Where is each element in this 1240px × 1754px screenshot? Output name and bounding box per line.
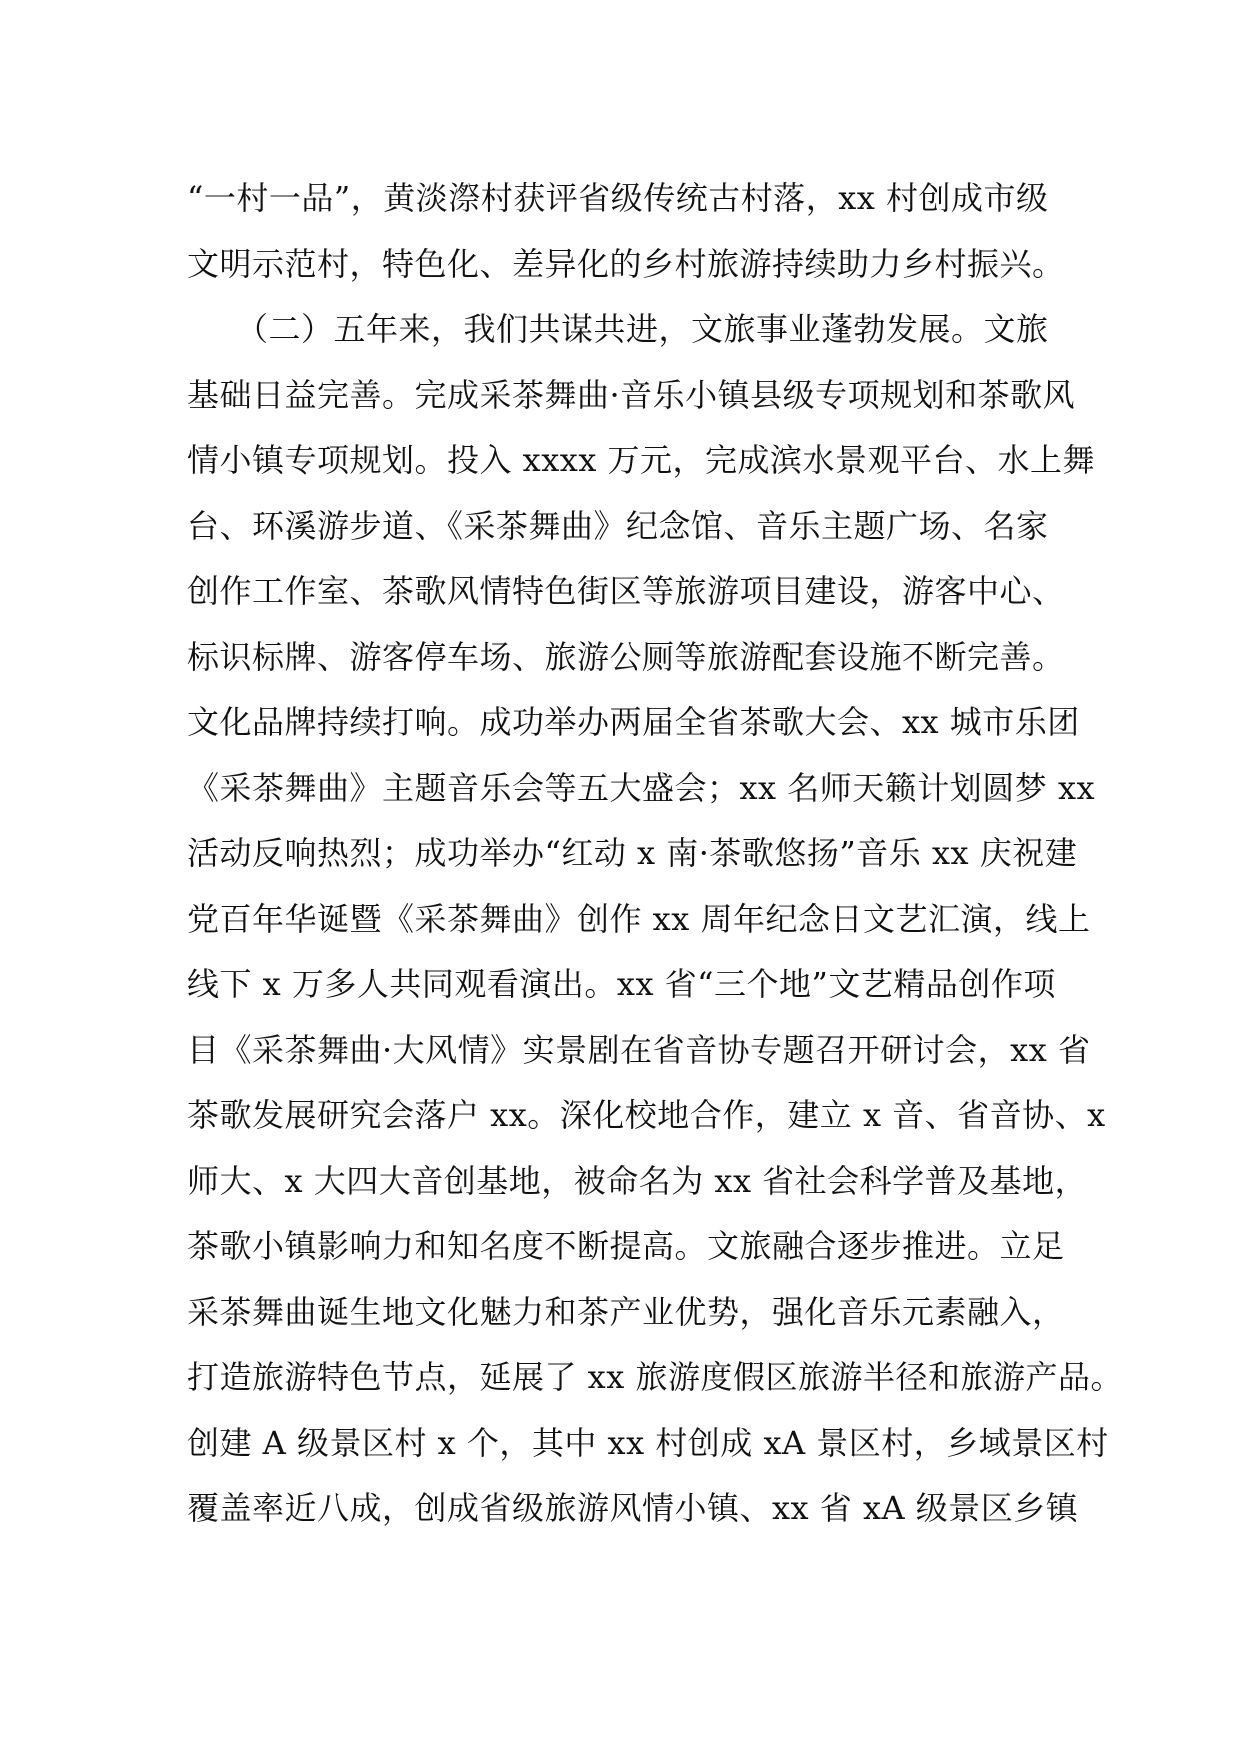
paragraph-start-line: （二）五年来，我们共谋共进，文旅事业蓬勃发展。文旅 <box>187 310 1049 348</box>
body-text <box>187 166 1123 1542</box>
text-line: “一村一品”，黄淡漈村获评省级传统古村落，xx 村创成市级 <box>187 179 1049 217</box>
text-line: 党百年华诞暨《采茶舞曲》创作 xx 周年纪念日文艺汇演，线上 <box>187 899 1091 938</box>
text-line: 创建 A 级景区村 x 个，其中 xx 村创成 xA 景区村，乡域景区村 <box>187 1423 1109 1462</box>
text-line: 采茶舞曲诞生地文化魅力和茶产业优势，强化音乐元素融入， <box>187 1292 1065 1331</box>
text-line: 文化品牌持续打响。成功举办两届全省茶歌大会、xx 城市乐团 <box>187 703 1080 741</box>
text-line: 线下 x 万多人共同观看演出。xx 省“三个地”文艺精品创作项 <box>187 965 1056 1003</box>
text-line: 活动反响热烈；成功举办“红动 x 南·茶歌悠扬”音乐 xx 庆祝建 <box>187 834 1078 872</box>
text-line: 师大、x 大四大音创基地，被命名为 xx 省社会科学普及基地， <box>187 1161 1088 1200</box>
text-line: 茶歌发展研究会落户 xx。深化校地合作，建立 x 音、省音协、x <box>187 1096 1106 1134</box>
text-line: 文明示范村，特色化、差异化的乡村旅游持续助力乡村振兴。 <box>187 244 1065 283</box>
text-line: 台、环溪游步道、《采茶舞曲》纪念馆、音乐主题广场、名家 <box>187 506 1049 545</box>
text-line: 覆盖率近八成，创成省级旅游风情小镇、xx 省 xA 级景区乡镇 <box>187 1489 1079 1527</box>
text-line: 茶歌小镇影响力和知名度不断提高。文旅融合逐步推进。立足 <box>187 1227 1065 1265</box>
text-line: 打造旅游特色节点，延展了 xx 旅游度假区旅游半径和旅游产品。 <box>187 1358 1123 1396</box>
text-line: 基础日益完善。完成采茶舞曲·音乐小镇县级专项规划和茶歌风 <box>187 375 1076 414</box>
text-line: 标识标牌、游客停车场、旅游公厕等旅游配套设施不断完善。 <box>187 637 1065 676</box>
text-line: 《采茶舞曲》主题音乐会等五大盛会；xx 名师天籁计划圆梦 xx <box>187 768 1096 807</box>
text-line: 目《采茶舞曲·大风情》实景剧在省音协专题召开研讨会，xx 省 <box>187 1030 1091 1069</box>
text-line: 创作工作室、茶歌风情特色街区等旅游项目建设，游客中心、 <box>187 572 1065 610</box>
text-line: 情小镇专项规划。投入 xxxx 万元，完成滨水景观平台、水上舞 <box>187 441 1096 479</box>
